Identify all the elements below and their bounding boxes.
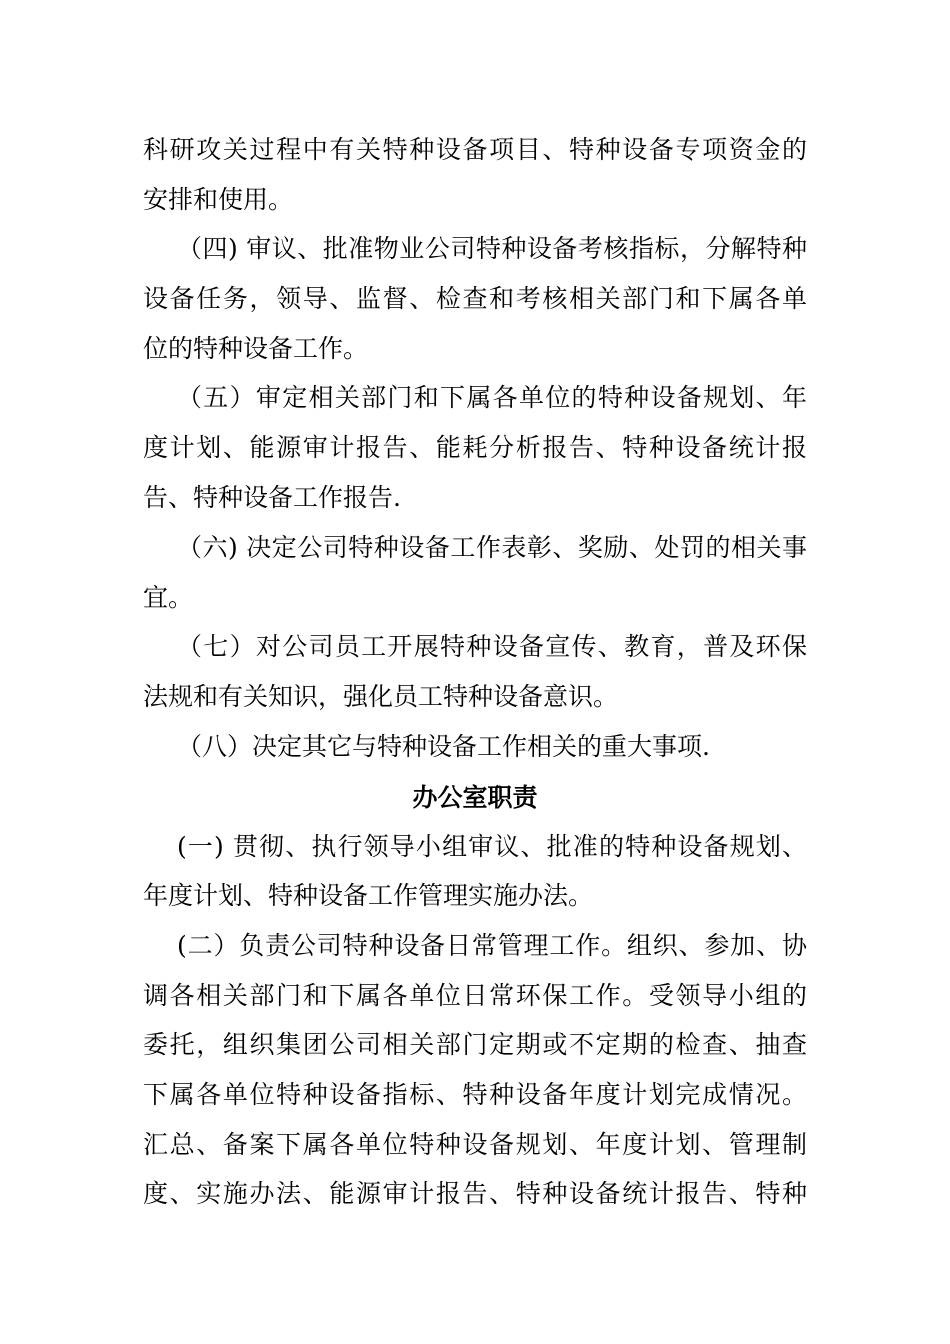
paragraph-line: 汇总、备案下属各单位特种设备规划、年度计划、管理制 (143, 1130, 807, 1159)
paragraph-line: （四) 审议、批准物业公司特种设备考核指标，分解特种 (177, 234, 807, 263)
paragraph-line: 年度计划、特种设备工作管理实施办法。 (143, 881, 594, 910)
paragraph-line: 调各相关部门和下属各单位日常环保工作。受领导小组的 (143, 981, 807, 1010)
paragraph-line: 宜。 (143, 583, 194, 612)
paragraph-line: （六) 决定公司特种设备工作表彰、奖励、处罚的相关事 (177, 533, 807, 562)
paragraph-line: 委托，组织集团公司相关部门定期或不定期的检查、抽查 (143, 1030, 807, 1059)
section-heading: 办公室职责 (412, 783, 538, 812)
paragraph-line: 下属各单位特种设备指标、特种设备年度计划完成情况。 (143, 1080, 807, 1109)
paragraph-line: 法规和有关知识，强化员工特种设备意识。 (143, 682, 619, 711)
paragraph-line: (一) 贯彻、执行领导小组审议、批准的特种设备规划、 (177, 832, 807, 861)
paragraph-line: （八）决定其它与特种设备工作相关的重大事项. (177, 732, 710, 761)
paragraph-line: 位的特种设备工作。 (143, 334, 369, 363)
paragraph-line: 度计划、能源审计报告、能耗分析报告、特种设备统计报 (143, 433, 807, 462)
paragraph-line: 科研攻关过程中有关特种设备项目、特种设备专项资金的 (143, 135, 807, 164)
paragraph-line: （七）对公司员工开展特种设备宣传、教育，普及环保 (177, 632, 807, 661)
paragraph-line: 告、特种设备工作报告. (143, 483, 401, 512)
paragraph-line: 度、实施办法、能源审计报告、特种设备统计报告、特种 (143, 1179, 807, 1208)
paragraph-line: 安排和使用。 (143, 185, 294, 214)
paragraph-line: （五）审定相关部门和下属各单位的特种设备规划、年 (177, 383, 807, 412)
paragraph-line: 设备任务，领导、监督、检查和考核相关部门和下属各单 (143, 284, 807, 313)
paragraph-line: (二）负责公司特种设备日常管理工作。组织、参加、协 (177, 931, 807, 960)
